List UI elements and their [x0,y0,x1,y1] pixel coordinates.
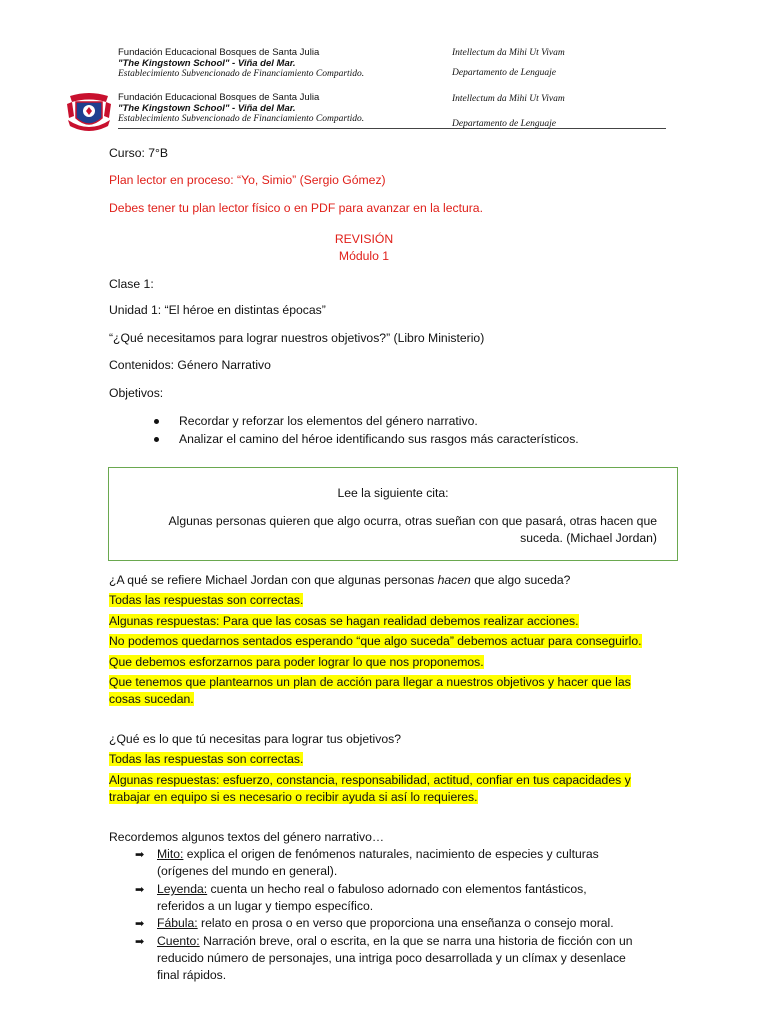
bullet-icon [154,437,159,442]
foundation-name: Fundación Educacional Bosques de Santa Julia [118,92,320,103]
unit-question: “¿Qué necesitamos para lograr nuestros objetivos?” (Libro Ministerio) [109,331,485,345]
arrow-icon: ➡ [135,936,145,948]
school-info [118,92,448,125]
answer-highlight: trabajar en equipo si es necesario o recibir ayuda si así lo requieres. [109,790,478,804]
answer-highlight: Todas las respuestas son correctas. [109,593,304,607]
bullet-icon [154,419,159,424]
arrow-icon: ➡ [135,884,145,896]
module-title: Módulo 1 [338,249,390,263]
unit-title: Unidad 1: “El héroe en distintas épocas” [109,303,326,317]
course-label: Curso: 7°B [109,146,169,160]
school-name: "The Kingstown School" - Viña del Mar. [118,58,296,69]
answer-highlight: Que debemos esforzarnos para poder lograr lo que nos proponemos. [109,655,484,669]
foundation-name: Fundación Educacional Bosques de Santa Julia [118,47,320,58]
answer-highlight: No podemos quedarnos sentados esperando “que algo suceda” debemos actuar para conseguirlo. [109,634,642,648]
answer-highlight: Que tenemos que plantearnos un plan de acción para llegar a nuestros objetivos y hacer que las [109,675,631,689]
reading-plan: Plan lector en proceso: “Yo, Simio” (Sergio Gómez) [109,173,386,187]
header-block-1 [118,47,678,83]
revision-title: REVISIÓN [334,232,394,246]
answer-highlight: Todas las respuestas son correctas. [109,752,304,766]
answer-highlight: cosas sucedan. [109,692,194,706]
school-motto: Intellectum da Mihi Ut Vivam [452,48,565,58]
header-divider [118,128,666,129]
arrow-icon: ➡ [135,849,145,861]
narrative-intro: Recordemos algunos textos del género narrativo… [109,830,385,844]
quote-intro: Lee la siguiente cita: [337,486,449,500]
contents-label: Contenidos: Género Narrativo [109,358,271,372]
school-crest-icon [66,90,112,132]
question-2: ¿Qué es lo que tú necesitas para lograr tus objetivos? [109,732,401,746]
school-status: Establecimiento Subvencionado de Financiamiento Compartido. [118,114,365,124]
school-name: "The Kingstown School" - Viña del Mar. [118,103,296,114]
quote-box [108,467,678,561]
arrow-icon: ➡ [135,918,145,930]
department-name: Departamento de Lenguaje [452,119,556,129]
school-motto-block [452,47,672,79]
department-name: Departamento de Lenguaje [452,68,556,78]
quote-text: Algunas personas quieren que algo ocurra, otras sueñan con que pasará, otras hacen que suceda. (Michael Jordan) [168,514,657,545]
school-info [118,47,448,80]
header-block-2 [118,92,678,128]
question-1: ¿A qué se refiere Michael Jordan con que algunas personas hacen que algo suceda? [109,573,571,587]
answer-highlight: Algunas respuestas: esfuerzo, constancia, responsabilidad, actitud, confiar en tus capacidades y [109,773,631,787]
answer-highlight: Algunas respuestas: Para que las cosas se hagan realidad debemos realizar acciones. [109,614,579,628]
school-motto: Intellectum da Mihi Ut Vivam [452,94,565,104]
school-motto-block [452,92,672,130]
objectives-label: Objetivos: [109,386,164,400]
school-status: Establecimiento Subvencionado de Financiamiento Compartido. [118,69,365,79]
class-label: Clase 1: [109,277,154,291]
reading-plan-notice: Debes tener tu plan lector físico o en PDF para avanzar en la lectura. [109,201,483,215]
